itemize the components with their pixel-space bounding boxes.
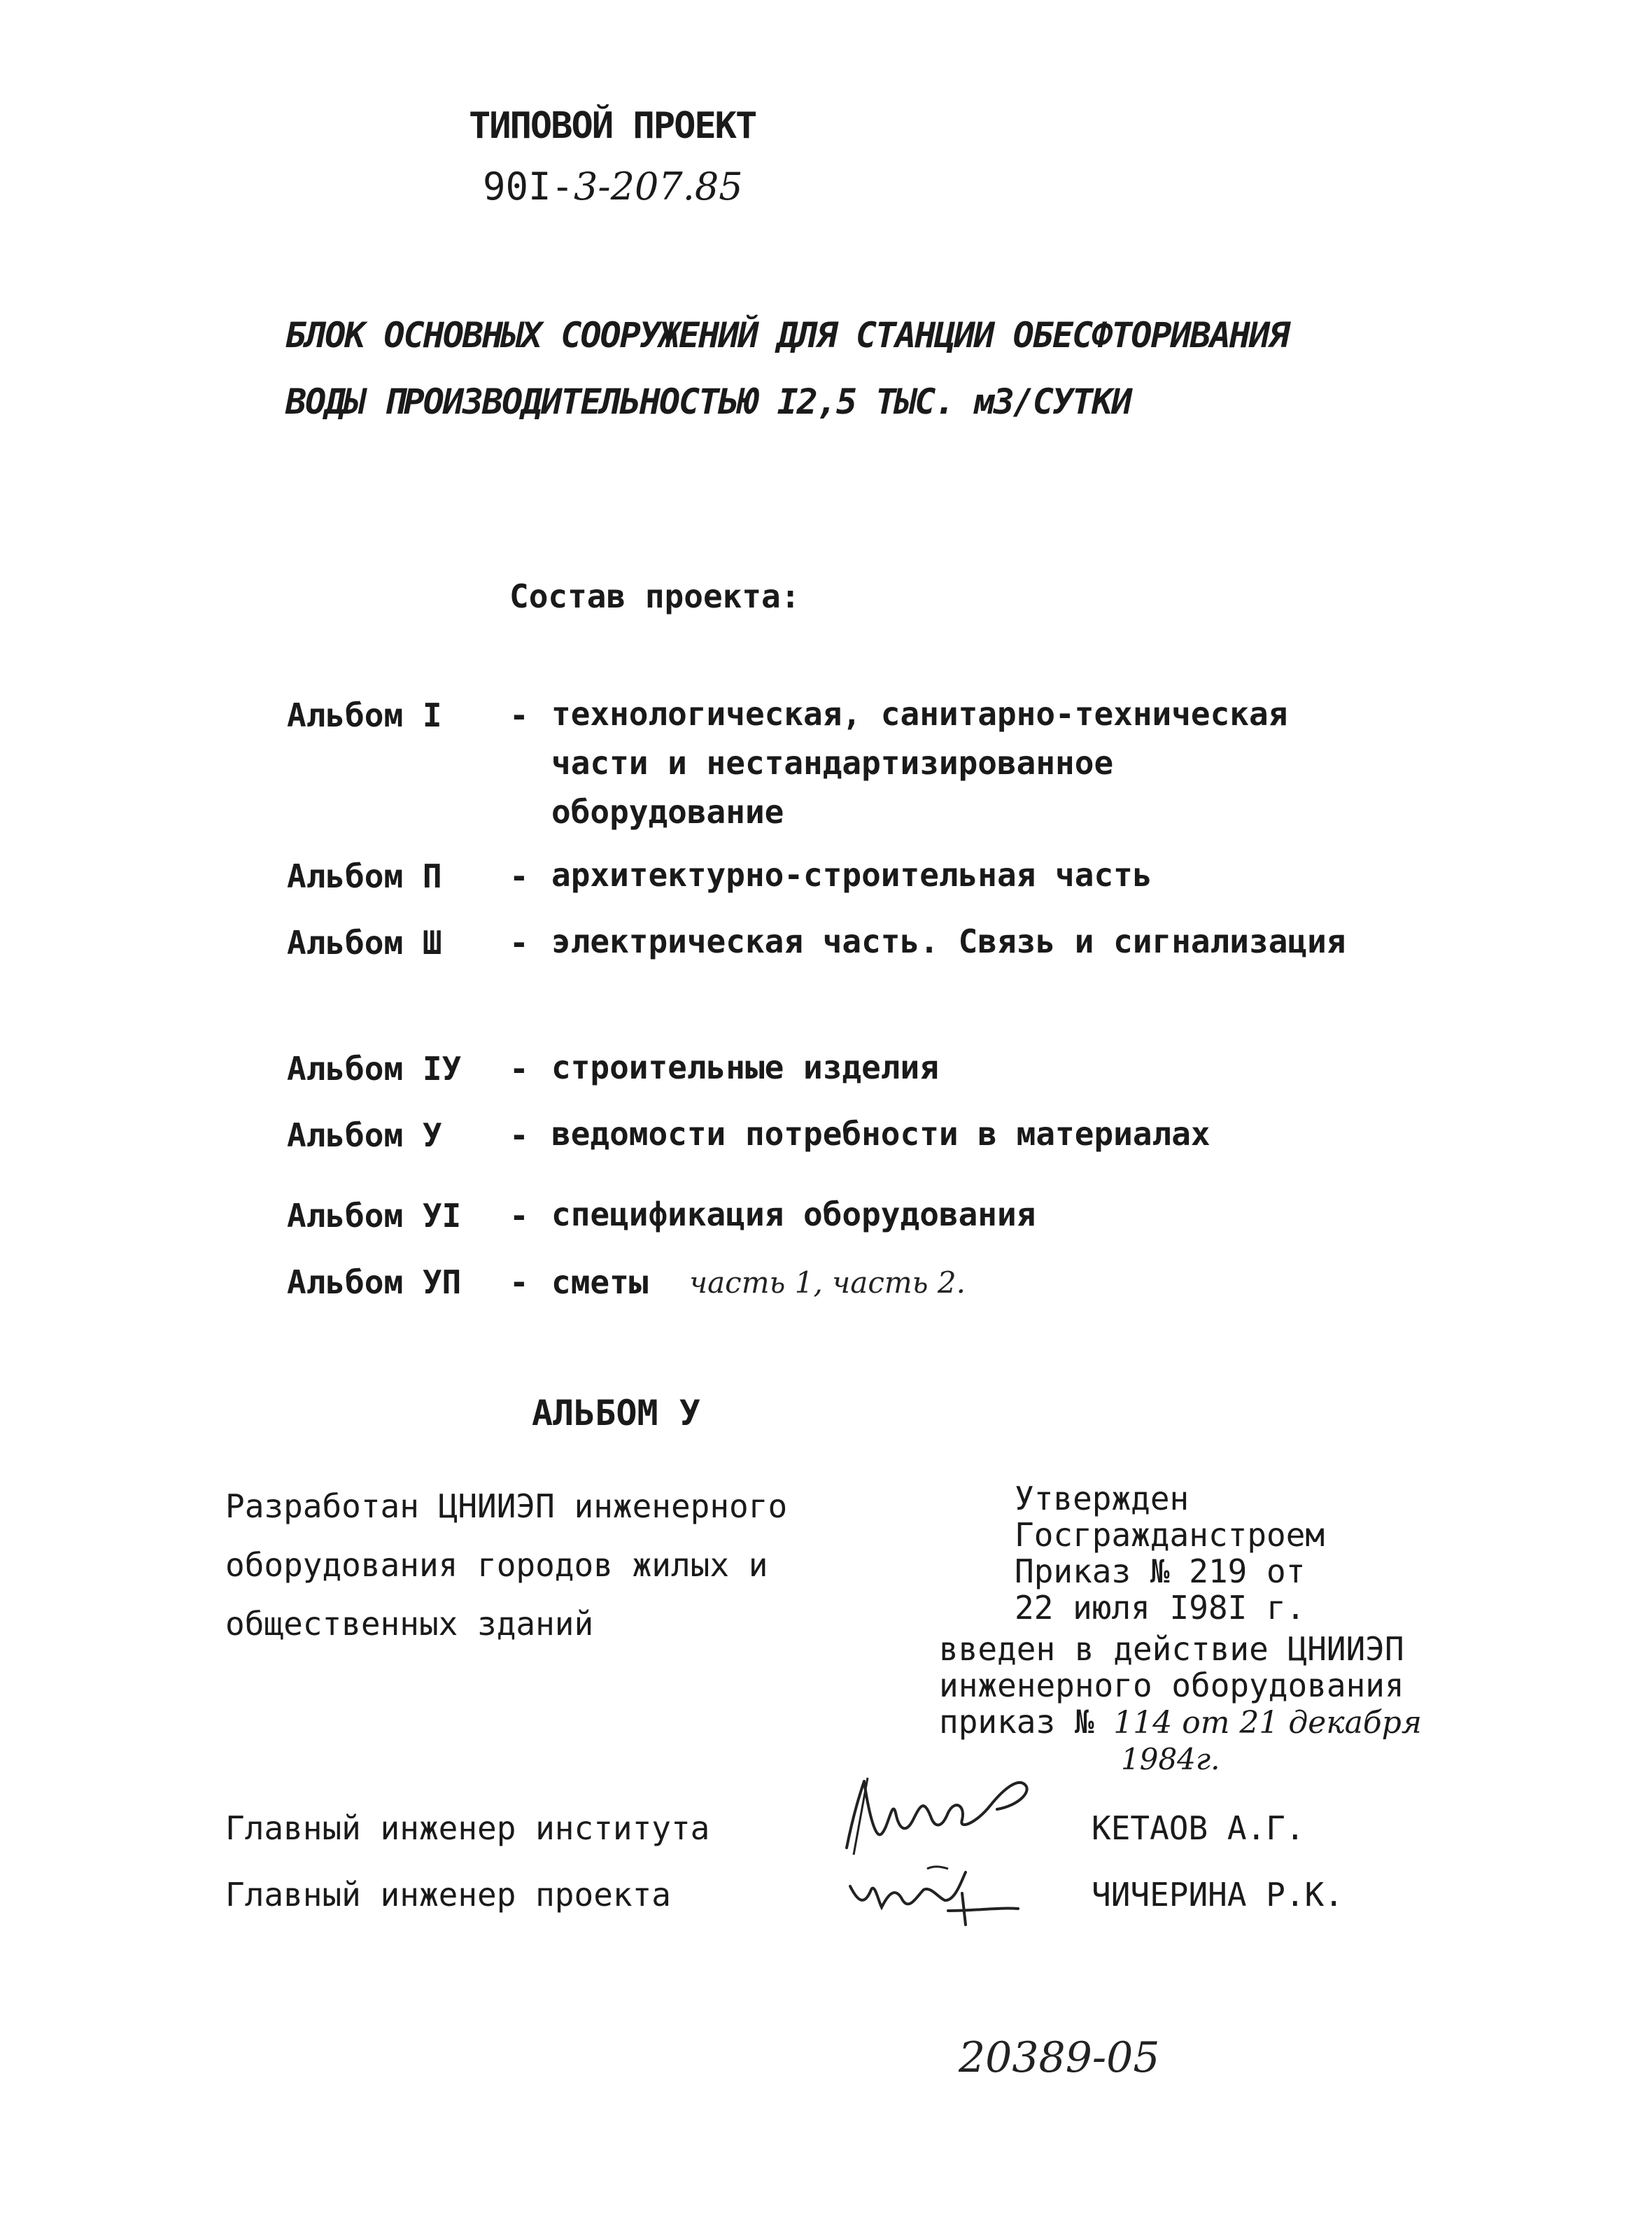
album-2-description: архитектурно-строительная часть	[551, 856, 1152, 894]
signatory-1-name: КЕТАОВ А.Г.	[1092, 1809, 1305, 1847]
album-5-label: Альбом У	[287, 1116, 442, 1154]
approval-line-3: Приказ № 219 от	[1015, 1552, 1306, 1590]
approval-line-1: Утвержден	[1015, 1480, 1189, 1517]
album-7-dash: -	[509, 1263, 529, 1301]
album-3-description: электрическая часть. Связь и сигнализация	[551, 922, 1346, 960]
introduction-order-handwritten: 114 от 21 декабря	[1113, 1705, 1422, 1741]
album-4-description: строительные изделия	[551, 1048, 939, 1086]
album-2-dash: -	[509, 857, 529, 895]
project-label: ТИПОВОЙ ПРОЕКТ	[469, 105, 756, 147]
album-7-label: Альбом УП	[287, 1263, 462, 1301]
introduction-line-1: введен в действие ЦНИИЭП	[939, 1630, 1404, 1668]
introduction-line-3	[939, 1704, 1569, 1741]
approval-line-4: 22 июля I98I г.	[1015, 1589, 1306, 1627]
album-6-description: спецификация оборудования	[551, 1195, 1036, 1233]
album-1-description: технологическая, санитарно-техническая части и нестандартизированное оборудование	[551, 695, 1288, 831]
album-7-description: сметы	[551, 1263, 649, 1301]
album-4-dash: -	[509, 1050, 529, 1088]
approval-line-2: Госгражданстроем	[1015, 1516, 1325, 1554]
album-2-label: Альбом П	[287, 857, 442, 895]
signature-chief-engineer-project	[843, 1858, 1025, 1935]
album-6-dash: -	[509, 1197, 529, 1235]
project-number-prefix: 90I-	[483, 164, 574, 209]
title-line-1: БЛОК ОСНОВНЫХ СООРУЖЕНИЙ ДЛЯ СТАНЦИИ ОБЕСФТОРИВАНИЯ	[285, 315, 1289, 356]
album-1-label: Альбом I	[287, 696, 442, 734]
introduction-line-2: инженерного оборудования	[939, 1666, 1404, 1704]
signature-chief-engineer-institute	[836, 1750, 1046, 1869]
album-5-description: ведомости потребности в материалах	[551, 1115, 1210, 1153]
album-6-label: Альбом УI	[287, 1197, 462, 1235]
developer-text: Разработан ЦНИИЭП инженерного оборудования городов жилых и общественных зданий	[225, 1487, 788, 1643]
album-1-dash: -	[509, 696, 529, 734]
album-3-label: Альбом Ш	[287, 924, 442, 962]
signatory-2-role: Главный инженер проекта	[225, 1876, 671, 1914]
selected-album: АЛЬБОМ У	[532, 1393, 700, 1433]
title-line-2: ВОДЫ ПРОИЗВОДИТЕЛЬНОСТЬЮ I2,5 ТЫС. м3/СУТКИ	[285, 381, 1131, 422]
album-7-handwritten-note: часть 1, часть 2.	[689, 1265, 966, 1300]
signatory-1-role: Главный инженер института	[225, 1809, 710, 1847]
composition-heading: Состав проекта:	[509, 577, 800, 615]
album-4-label: Альбом IУ	[287, 1050, 462, 1088]
signatory-2-name: ЧИЧЕРИНА Р.К.	[1092, 1876, 1344, 1914]
project-number-handwritten: 3-207.85	[574, 164, 743, 209]
archive-number: 20389-05	[959, 2033, 1160, 2082]
album-5-dash: -	[509, 1116, 529, 1154]
project-number	[483, 164, 743, 209]
introduction-order-printed: приказ №	[939, 1703, 1094, 1741]
approval-block	[1015, 1480, 1504, 1626]
introduction-year-handwritten: 1984г.	[1121, 1742, 1220, 1776]
album-3-dash: -	[509, 924, 529, 962]
